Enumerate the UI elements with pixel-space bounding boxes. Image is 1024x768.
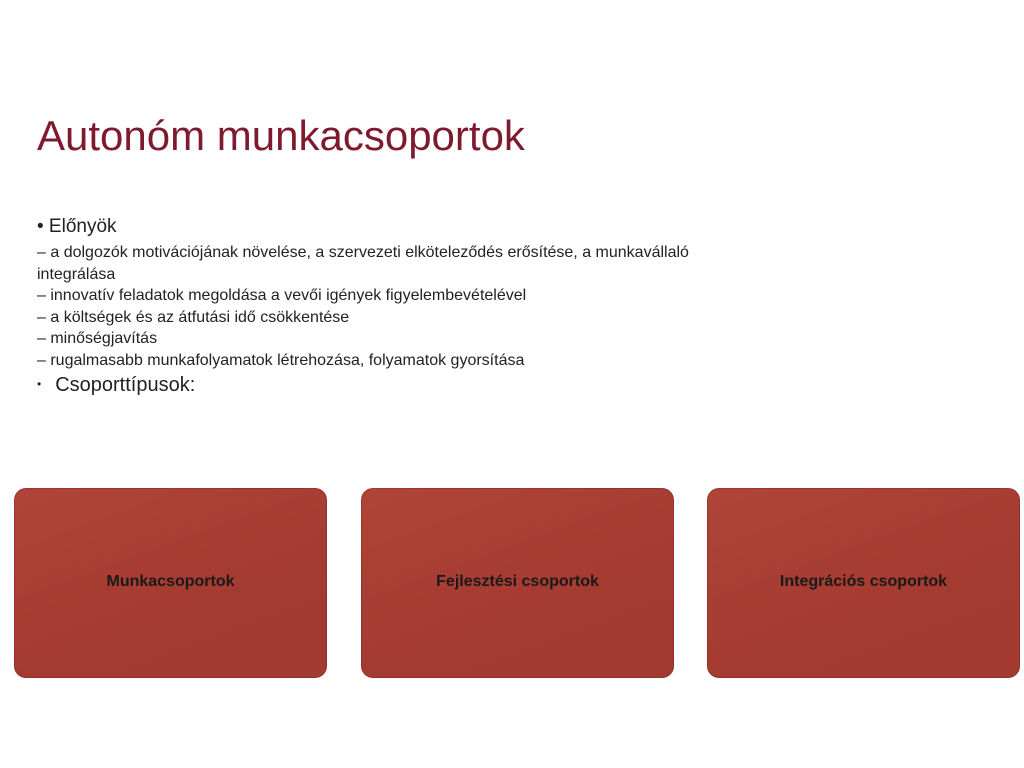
group-types-heading: [37, 374, 195, 397]
card-integracios-csoportok: [707, 488, 1020, 678]
benefit-item-innovation: – innovatív feladatok megoldása a vevői igények figyelembevételével: [37, 287, 527, 304]
slide-title: Autonóm munkacsoportok: [37, 112, 525, 159]
card-label: Fejlesztési csoportok: [436, 573, 599, 590]
group-types-label: Csoporttípusok:: [55, 374, 196, 396]
benefits-heading: • Előnyök: [37, 216, 117, 237]
benefit-item-quality: – minőségjavítás: [37, 330, 158, 347]
bullet-dot: •: [37, 376, 42, 391]
benefits-list: [37, 242, 717, 371]
benefit-item-flexibility: – rugalmasabb munkafolyamatok létrehozása, folyamatok gyorsítása: [37, 351, 525, 369]
card-fejlesztesi-csoportok: [361, 488, 674, 678]
benefit-item-motivation: – a dolgozók motivációjának növelése, a szervezeti elköteleződés erősítése, a munkavállaló integrálása: [37, 244, 689, 283]
benefit-item-costs: – a költségek és az átfutási idő csökkentése: [37, 308, 350, 326]
card-munkacsoportok: [14, 488, 327, 678]
card-label: Munkacsoportok: [106, 573, 235, 590]
card-label: Integrációs csoportok: [779, 573, 948, 590]
